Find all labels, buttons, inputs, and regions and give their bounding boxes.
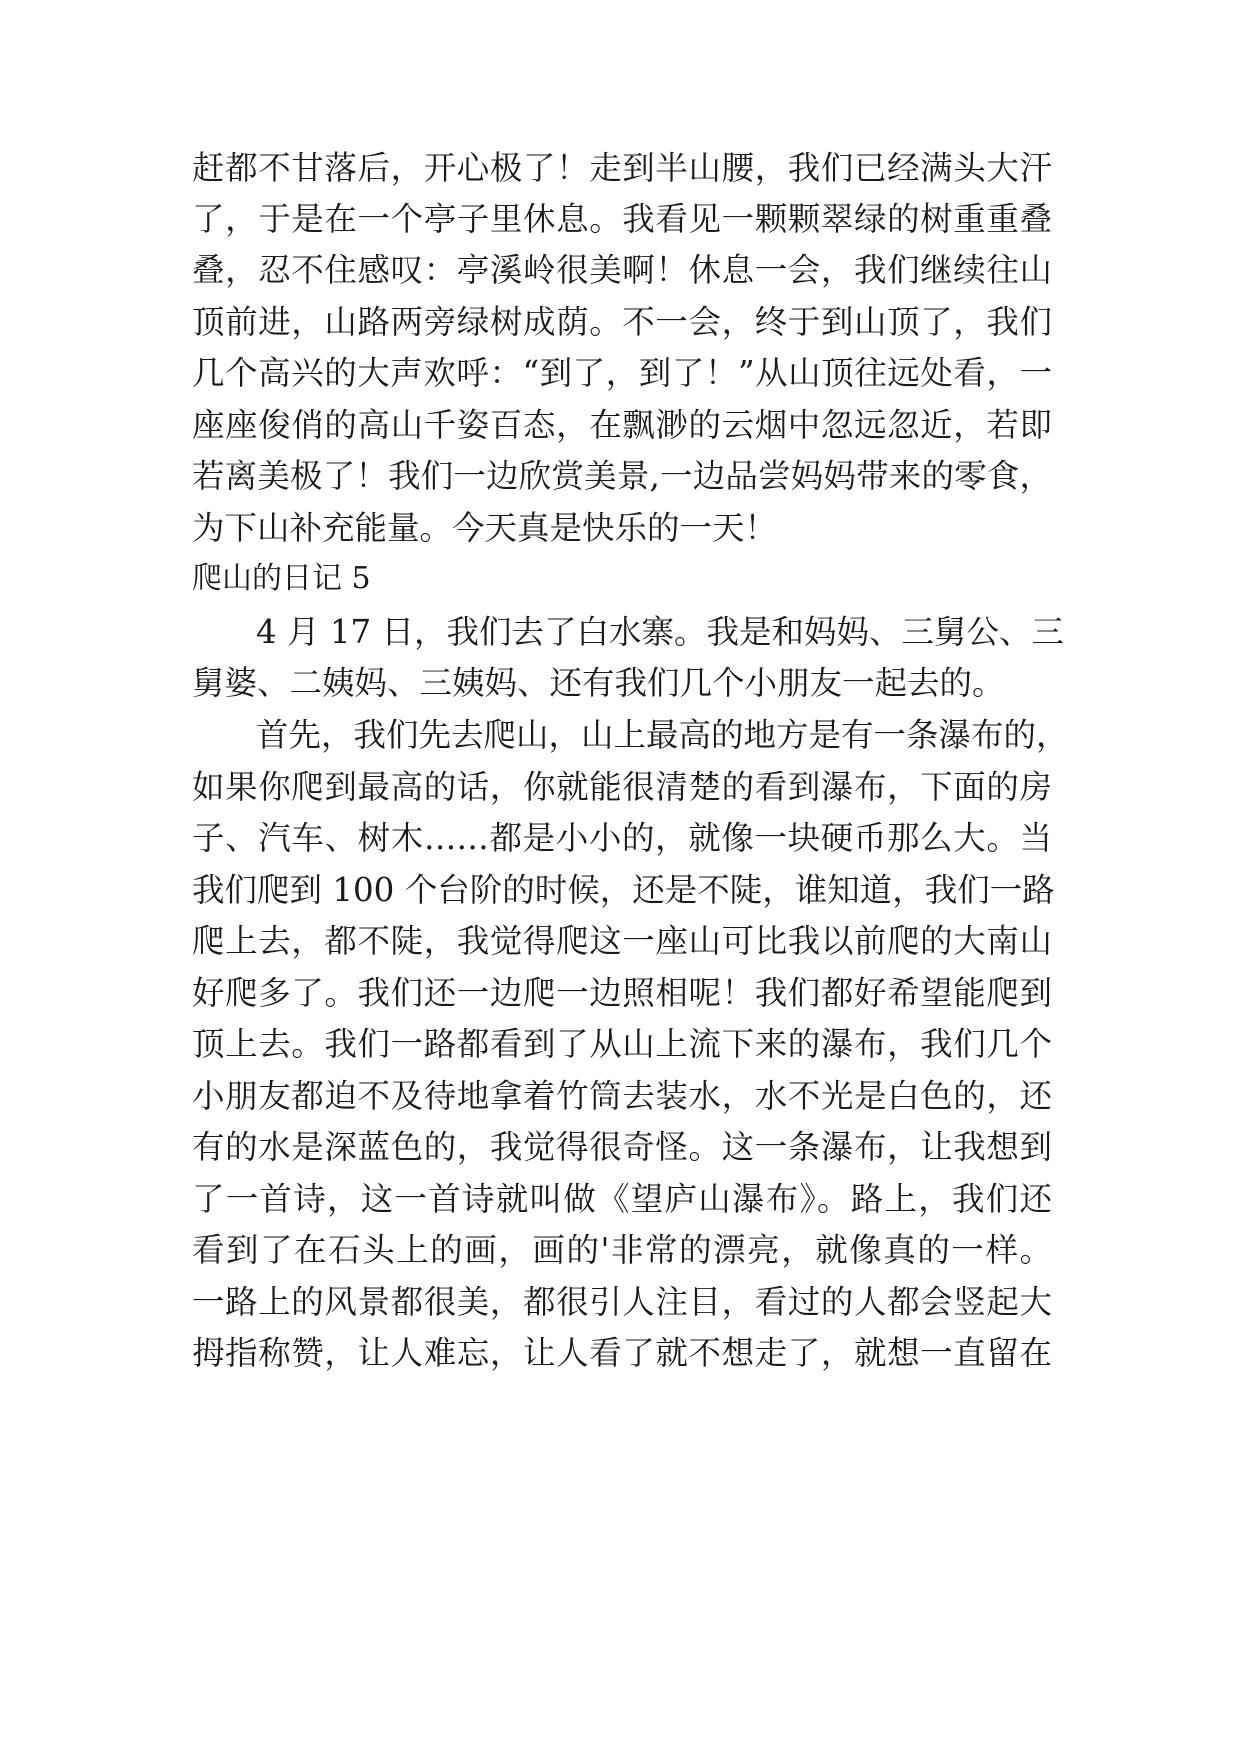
paragraph-line: 我们爬到 100 个台阶的时候，还是不陡，谁知道，我们一路	[192, 871, 1055, 909]
paragraph-line: 小朋友都迫不及待地拿着竹筒去装水，水不光是白色的，还	[192, 1077, 1052, 1115]
paragraph-line: 顶前进，山路两旁绿树成荫。不一会，终于到山顶了，我们	[192, 303, 1052, 341]
paragraph-line: 若离美极了！我们一边欣赏美景,一边品尝妈妈带来的零食，	[192, 457, 1052, 495]
paragraph-line: 赶都不甘落后，开心极了！走到半山腰，我们已经满头大汗	[192, 149, 1052, 187]
paragraph-line: 好爬多了。我们还一边爬一边照相呢！我们都好希望能爬到	[192, 974, 1052, 1012]
paragraph-line: 舅婆、二姨妈、三姨妈、还有我们几个小朋友一起去的。	[192, 664, 1005, 702]
paragraph-line: 子、汽车、树木……都是小小的，就像一块硬币那么大。当	[192, 819, 1052, 857]
paragraph-line: 看到了在石头上的画，画的'非常的漂亮，就像真的一样。	[192, 1231, 1052, 1269]
paragraph-line: 了一首诗，这一首诗就叫做《望庐山瀑布》。路上，我们还	[192, 1180, 1052, 1218]
section-heading: 爬山的日记 5	[192, 561, 371, 596]
paragraph-line: 叠，忍不住感叹：亭溪岭很美啊！休息一会，我们继续往山	[192, 251, 1052, 289]
paragraph-line: 座座俊俏的高山千姿百态，在飘渺的云烟中忽远忽近，若即	[192, 406, 1052, 444]
paragraph-line: 拇指称赞，让人难忘，让人看了就不想走了，就想一直留在	[192, 1334, 1052, 1372]
paragraph-line: 为下山补充能量。今天真是快乐的一天！	[192, 509, 778, 547]
paragraph-line: 如果你爬到最高的话，你就能很清楚的看到瀑布，下面的房	[192, 768, 1052, 806]
paragraph-line: 几个高兴的大声欢呼：“到了，到了！”从山顶往远处看，一	[192, 354, 1052, 392]
paragraph-line: 了，于是在一个亭子里休息。我看见一颗颗翠绿的树重重叠	[192, 200, 1052, 238]
paragraph-line: 首先，我们先去爬山，山上最高的地方是有一条瀑布的，	[256, 716, 1069, 754]
paragraph-line: 爬上去，都不陡，我觉得爬这一座山可比我以前爬的大南山	[192, 922, 1052, 960]
paragraph-line: 一路上的风景都很美，都很引人注目，看过的人都会竖起大	[192, 1283, 1052, 1321]
paragraph-line: 4 月 17 日，我们去了白水寨。我是和妈妈、三舅公、三	[256, 613, 1065, 651]
paragraph-line: 有的水是深蓝色的，我觉得很奇怪。这一条瀑布，让我想到	[192, 1128, 1052, 1166]
paragraph-line: 顶上去。我们一路都看到了从山上流下来的瀑布，我们几个	[192, 1025, 1052, 1063]
